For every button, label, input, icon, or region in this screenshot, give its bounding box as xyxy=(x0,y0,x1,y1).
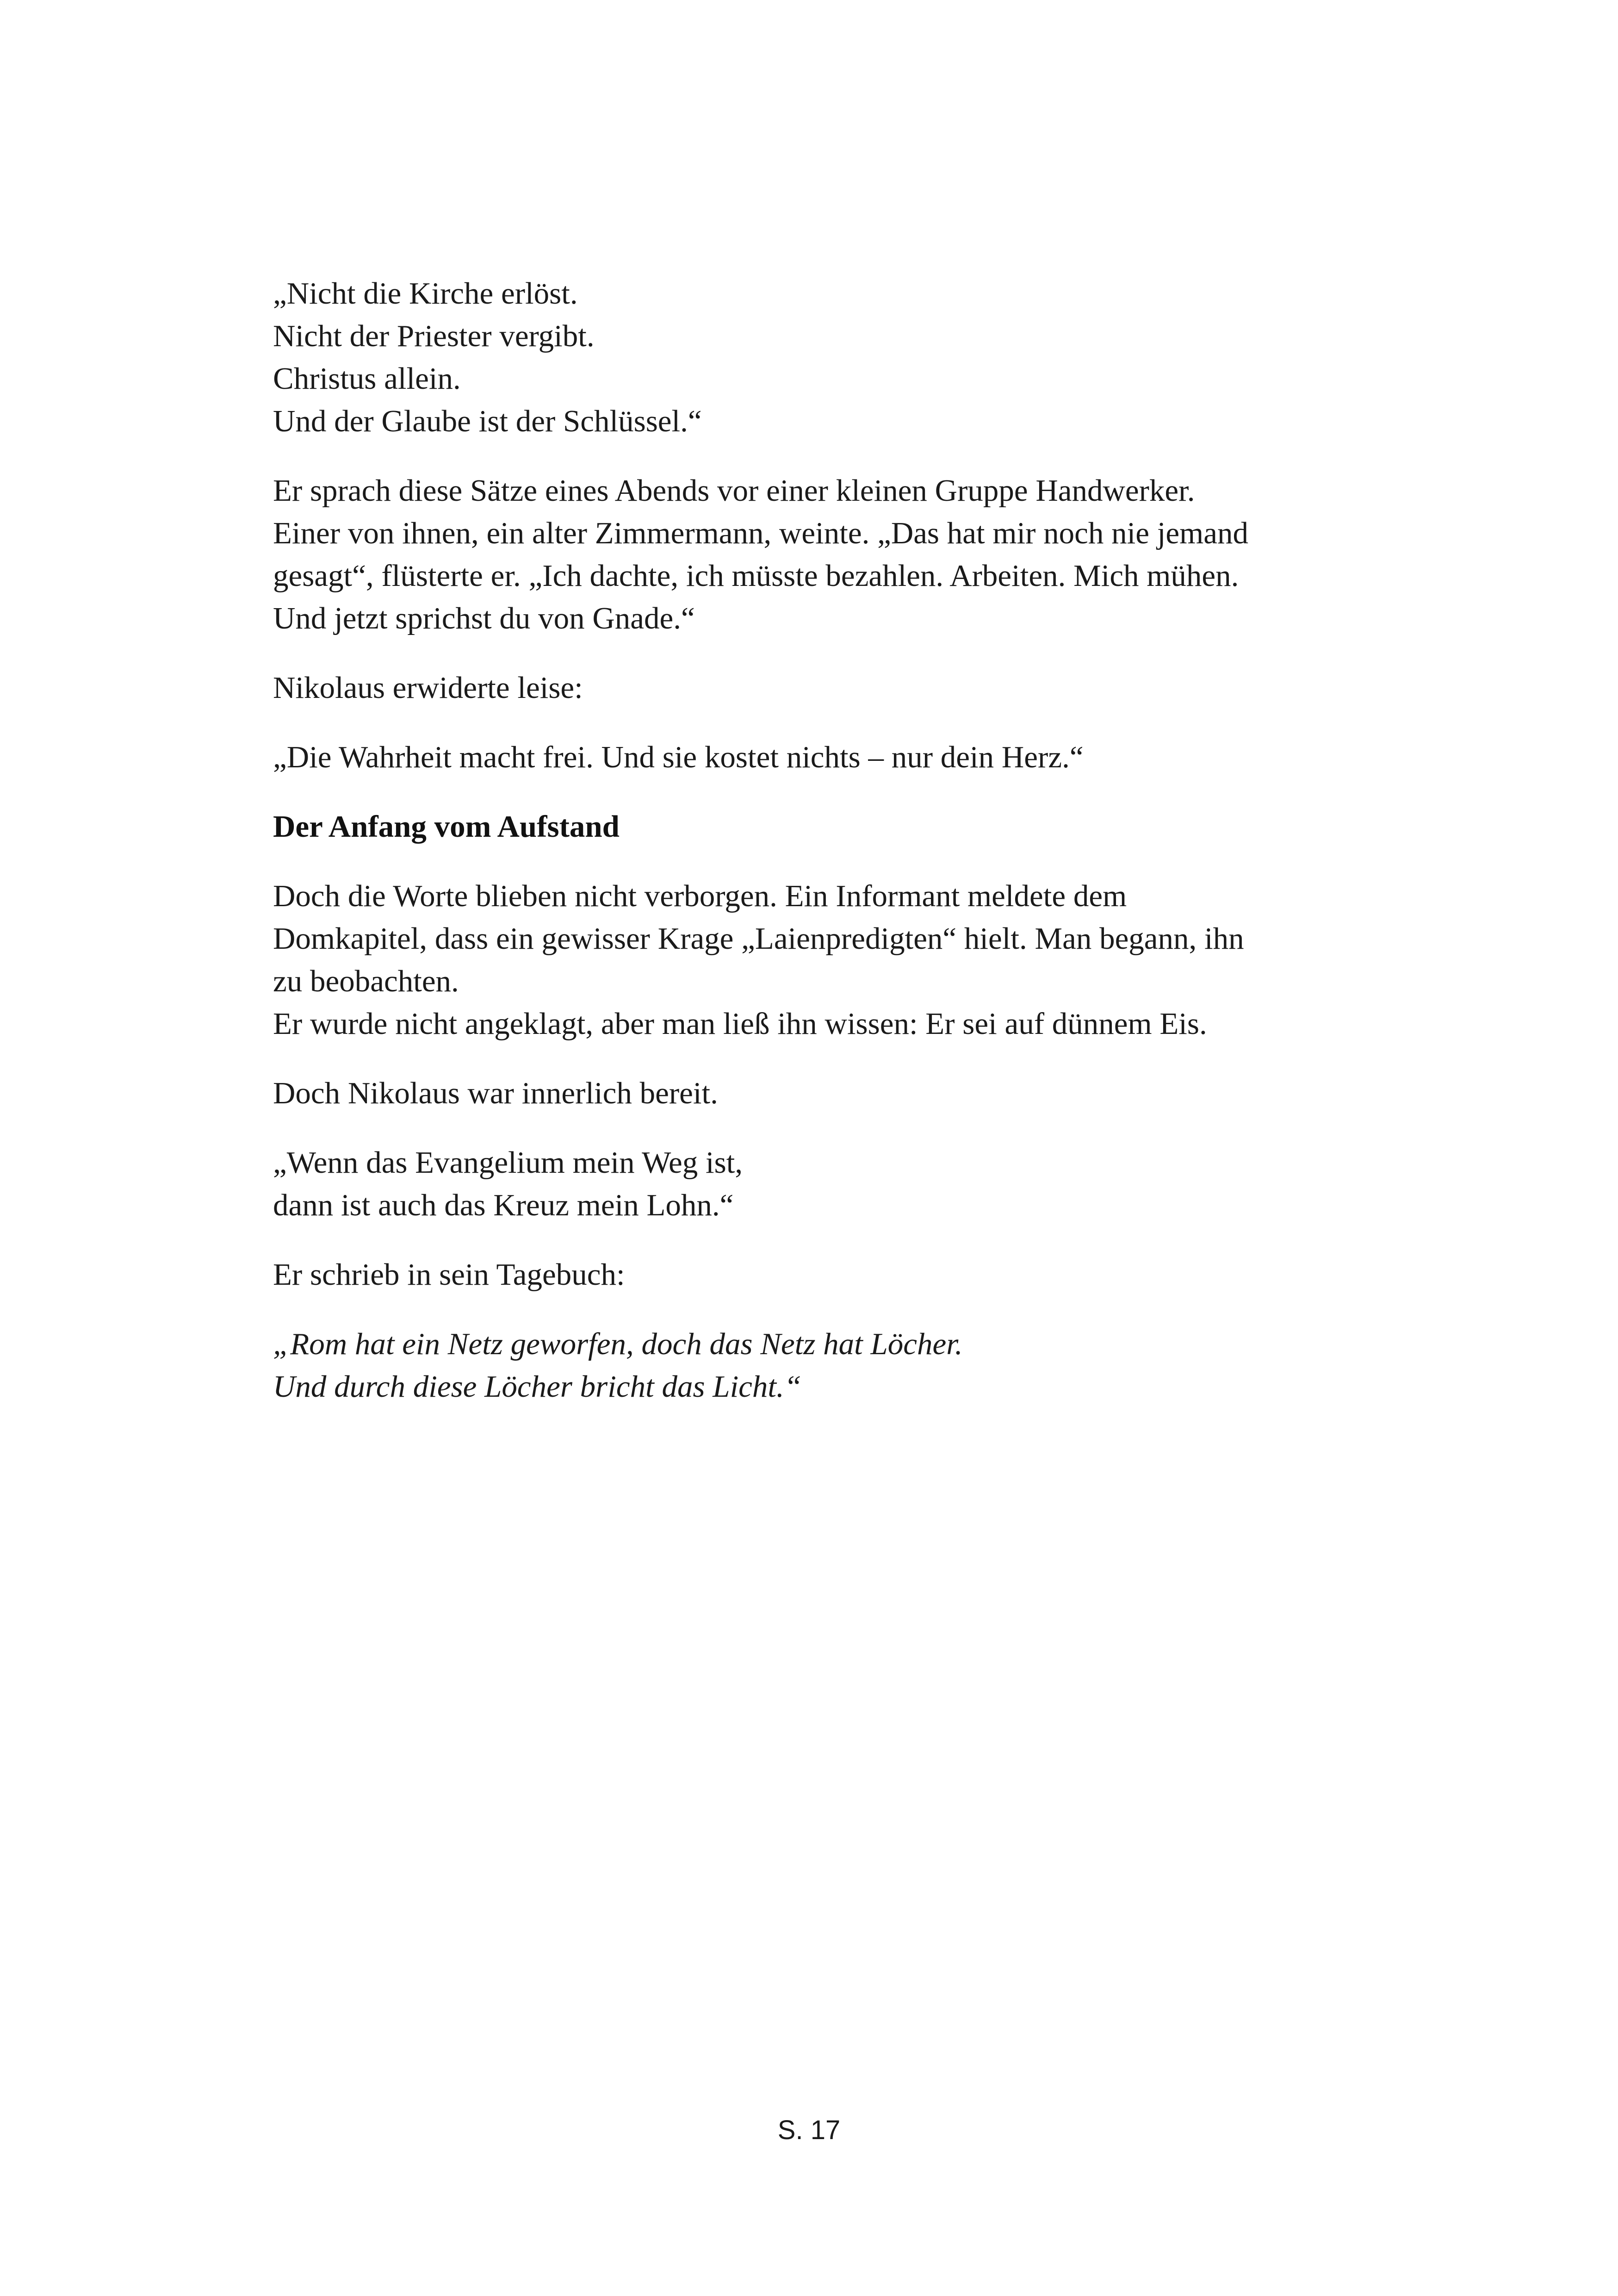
page-number: S. 17 xyxy=(777,2115,841,2145)
section-heading: Der Anfang vom Aufstand xyxy=(273,809,620,844)
informant-paragraph xyxy=(273,875,1374,1045)
text-line: „Wenn das Evangelium mein Weg ist, xyxy=(273,1145,743,1180)
text-line: gesagt“, flüsterte er. „Ich dachte, ich müsste bezahlen. Arbeiten. Mich mühen. xyxy=(273,559,1239,593)
text-line: Christus allein. xyxy=(273,361,461,396)
opening-quote xyxy=(273,272,1374,442)
diary-quote xyxy=(273,1323,1374,1408)
text-line: Domkapitel, dass ein gewisser Krage „Laienpredigten“ hielt. Man begann, ihn xyxy=(273,921,1244,956)
text-line: „Rom hat ein Netz geworfen, doch das Netz hat Löcher. xyxy=(273,1327,963,1361)
text-line: dann ist auch das Kreuz mein Lohn.“ xyxy=(273,1188,734,1222)
text-line: „Nicht die Kirche erlöst. xyxy=(273,276,578,311)
text-line: Nicht der Priester vergibt. xyxy=(273,319,595,353)
text-line: Einer von ihnen, ein alter Zimmermann, weinte. „Das hat mir noch nie jemand xyxy=(273,516,1248,550)
text-line: Er sprach diese Sätze eines Abends vor einer kleinen Gruppe Handwerker. xyxy=(273,473,1195,508)
gospel-quote xyxy=(273,1141,1374,1226)
text-line: Doch die Worte blieben nicht verborgen. Ein Informant meldete dem xyxy=(273,879,1127,913)
text-line: Und der Glaube ist der Schlüssel.“ xyxy=(273,404,702,438)
text-line: Und jetzt sprichst du von Gnade.“ xyxy=(273,601,695,635)
page-body xyxy=(273,272,1374,1435)
ready-paragraph: Doch Nikolaus war innerlich bereit. xyxy=(273,1076,718,1110)
craftsmen-paragraph xyxy=(273,469,1374,640)
reply-quote: „Die Wahrheit macht frei. Und sie kostet nichts – nur dein Herz.“ xyxy=(273,740,1084,774)
diary-intro: Er schrieb in sein Tagebuch: xyxy=(273,1257,625,1292)
text-line: zu beobachten. xyxy=(273,964,459,998)
reply-intro: Nikolaus erwiderte leise: xyxy=(273,671,583,705)
text-line: Er wurde nicht angeklagt, aber man ließ ihn wissen: Er sei auf dünnem Eis. xyxy=(273,1007,1207,1041)
text-line: Und durch diese Löcher bricht das Licht.“ xyxy=(273,1369,802,1404)
